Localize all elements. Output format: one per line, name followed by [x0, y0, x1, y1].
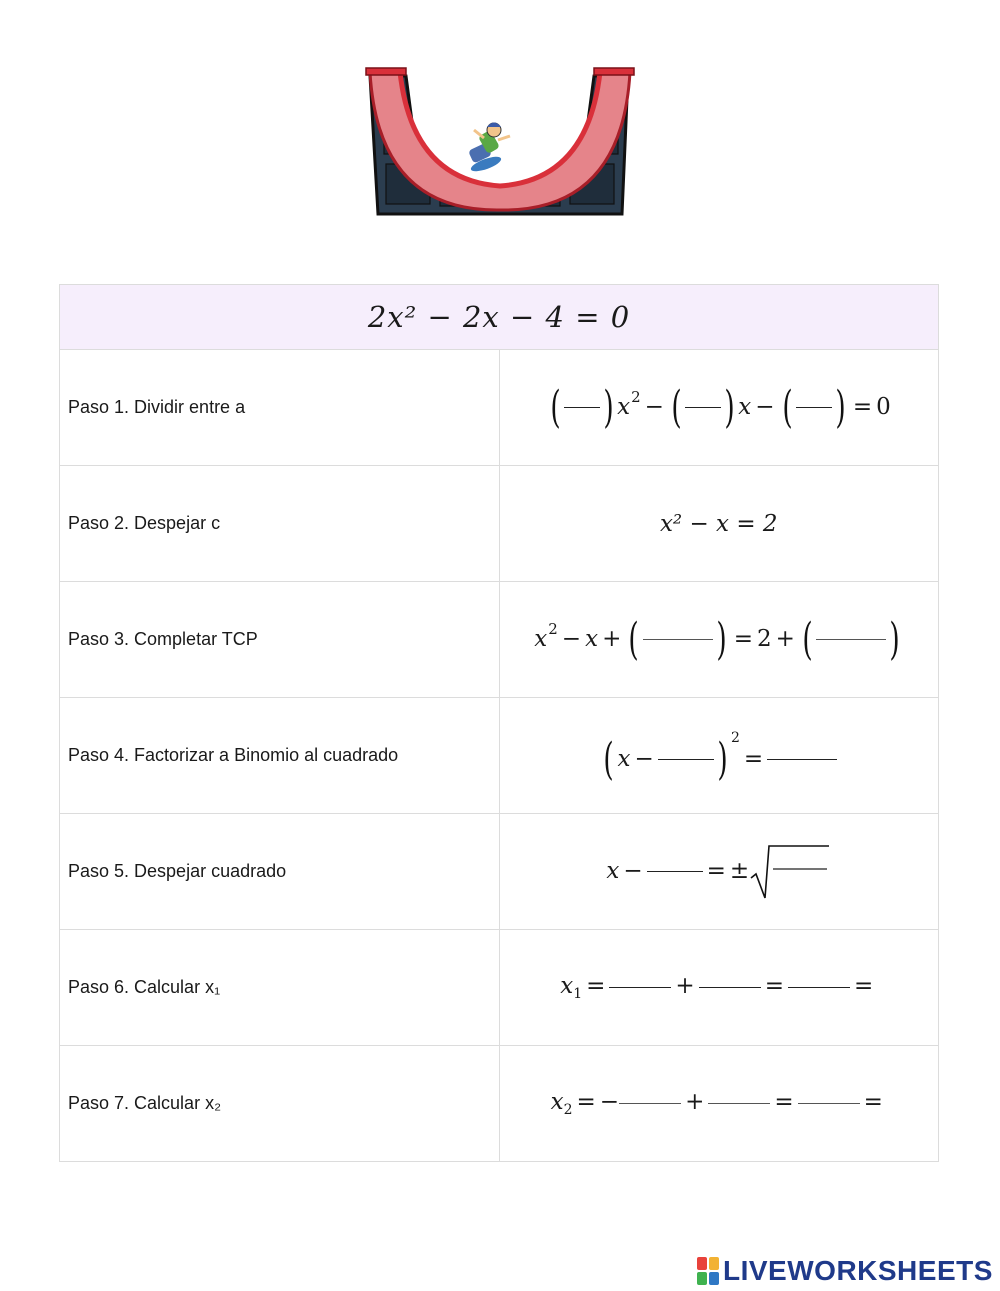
step-label: Paso 7. Calcular x₂: [68, 1093, 222, 1113]
liveworksheets-logo: [697, 1256, 993, 1286]
square-root-icon: [749, 842, 831, 902]
blank-field[interactable]: [619, 1103, 681, 1104]
blank-field[interactable]: [685, 407, 721, 408]
blank-field[interactable]: [708, 1103, 770, 1104]
step-label-cell: [60, 698, 500, 814]
step-row: [60, 582, 939, 698]
step-label: Paso 5. Despejar cuadrado: [68, 861, 287, 881]
blank-field[interactable]: [647, 871, 703, 872]
step-math-cell: x − = ±: [499, 814, 939, 930]
blank-field[interactable]: [609, 987, 671, 988]
step-math-cell: [499, 466, 939, 582]
step-math-cell: ( x − ) $^2$=: [499, 698, 939, 814]
step-row: [60, 1046, 939, 1162]
blank-field[interactable]: [564, 407, 600, 408]
step-math-cell: $x^2 - x$ + ( ) = 2 + ( ): [499, 582, 939, 698]
step-label-cell: [60, 582, 500, 698]
blank-field[interactable]: [643, 639, 713, 640]
step-label-cell: [60, 466, 500, 582]
step-2-equation: x² − x = 2: [659, 510, 778, 537]
blank-field[interactable]: [788, 987, 850, 988]
blank-field[interactable]: [798, 1103, 860, 1104]
step-label: Paso 1. Dividir entre a: [68, 397, 246, 417]
equation-header-row: [60, 285, 939, 350]
step-row: [60, 350, 939, 466]
step-row: [60, 466, 939, 582]
step-label: Paso 4. Factorizar a Binomio al cuadrado: [68, 745, 399, 765]
blank-field[interactable]: [796, 407, 832, 408]
blank-field[interactable]: [699, 987, 761, 988]
logo-blocks-icon: [697, 1257, 719, 1285]
main-equation: 2x² − 2x − 4 = 0: [367, 300, 631, 334]
step-math-cell: $x_1$ = + = =: [499, 930, 939, 1046]
step-label-cell: [60, 814, 500, 930]
step-math-cell: ( ) $x^2$ − ( ) x − ( ) = 0: [499, 350, 939, 466]
blank-field[interactable]: [816, 639, 886, 640]
step-label-cell: [60, 350, 500, 466]
step-math-cell: $x_2$ = − + = =: [499, 1046, 939, 1162]
step-label: Paso 3. Completar TCP: [68, 629, 258, 649]
logo-text: LIVEWORKSHEETS: [723, 1255, 993, 1286]
blank-field[interactable]: [658, 759, 714, 760]
worksheet-table: [59, 284, 939, 1162]
skateboard-halfpipe-icon: [360, 62, 640, 232]
blank-field[interactable]: [767, 759, 837, 760]
step-label: Paso 6. Calcular x₁: [68, 977, 221, 997]
step-label-cell: [60, 930, 500, 1046]
step-row: [60, 930, 939, 1046]
step-label: Paso 2. Despejar c: [68, 513, 221, 533]
step-row: [60, 698, 939, 814]
step-label-cell: [60, 1046, 500, 1162]
step-row: [60, 814, 939, 930]
equation-header-cell: [60, 285, 939, 350]
